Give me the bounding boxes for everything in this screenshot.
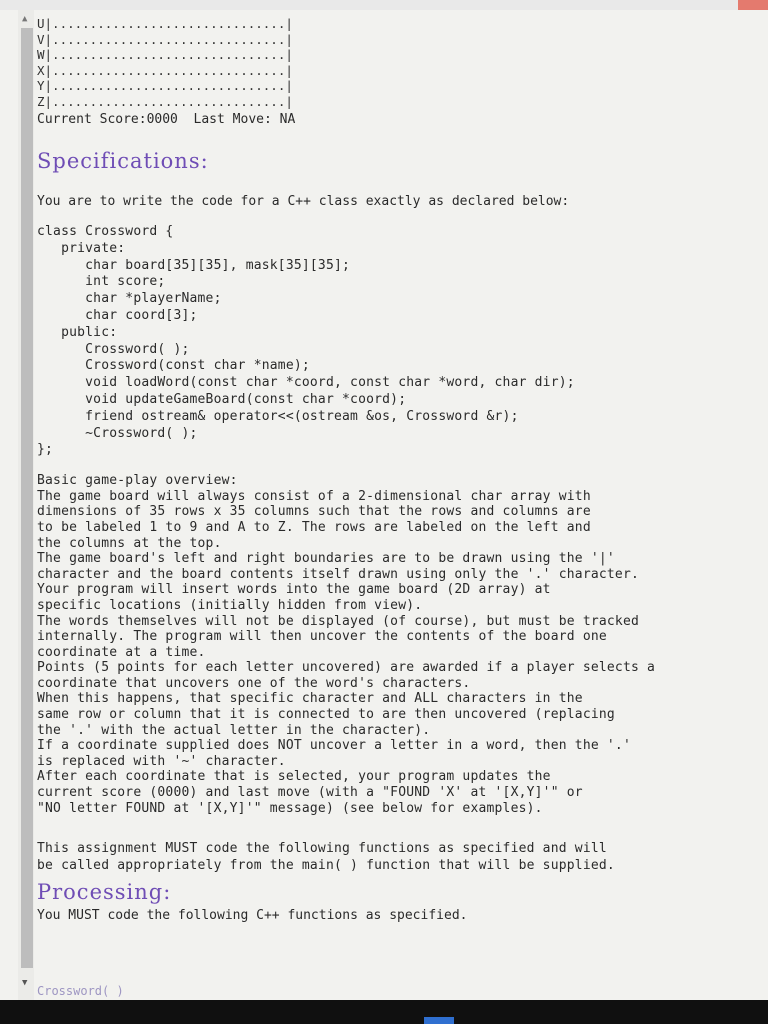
board-row: Y|...............................|	[37, 78, 293, 93]
scroll-up-arrow-icon[interactable]: ▲	[22, 14, 28, 24]
taskbar	[0, 1000, 768, 1024]
overview-line: is replaced with '~' character.	[37, 753, 286, 769]
overview-line: Your program will insert words into the game board (2D array) at	[37, 582, 551, 598]
code-line: void loadWord(const char *coord, const char *word, char dir);	[37, 375, 575, 391]
overview-line: the '.' with the actual letter in the character).	[37, 722, 431, 738]
code-line: void updateGameBoard(const char *coord);	[37, 391, 407, 407]
overview-line: dimensions of 35 rows x 35 columns such that the rows and columns are	[37, 504, 591, 520]
overview-line: When this happens, that specific character and ALL characters in the	[37, 691, 583, 707]
overview-line: The words themselves will not be displayed (of course), but must be tracked	[37, 613, 639, 629]
board-row: U|...............................|	[37, 16, 293, 31]
scrollbar-thumb[interactable]	[21, 28, 33, 968]
code-line: private:	[37, 240, 126, 256]
code-line: Crossword(const char *name);	[37, 358, 310, 374]
specifications-heading: Specifications:	[37, 149, 209, 173]
cutoff-code-line: Crossword( )	[37, 984, 124, 998]
overview-line: coordinate at a time.	[37, 644, 206, 660]
code-line: Crossword( );	[37, 341, 190, 357]
scroll-down-arrow-icon[interactable]: ▼	[22, 978, 28, 988]
overview-line: coordinate that uncovers one of the word's characters.	[37, 675, 471, 691]
overview-line: same row or column that it is connected to are then uncovered (replacing	[37, 707, 615, 723]
overview-line: After each coordinate that is selected, your program updates the	[37, 769, 551, 785]
taskbar-app-icon[interactable]	[424, 1017, 454, 1024]
overview-line: to be labeled 1 to 9 and A to Z. The rows are labeled on the left and	[37, 519, 591, 535]
class-declaration-code	[37, 224, 757, 459]
assignment-line: be called appropriately from the main( ) function that will be supplied.	[37, 858, 615, 874]
overview-line: Basic game-play overview:	[37, 473, 238, 489]
specifications-intro: You are to write the code for a C++ class exactly as declared below:	[37, 194, 570, 209]
overview-line: If a coordinate supplied does NOT uncover a letter in a word, then the '.'	[37, 738, 631, 754]
code-line: public:	[37, 324, 118, 340]
board-row: W|...............................|	[37, 47, 293, 62]
processing-text: You MUST code the following C++ functions as specified.	[37, 908, 468, 924]
code-line: ~Crossword( );	[37, 425, 198, 441]
overview-line: current score (0000) and last move (with a "FOUND 'X' at '[X,Y]'" or	[37, 785, 583, 801]
gameplay-overview	[37, 473, 757, 816]
overview-line: The game board's left and right boundaries are to be drawn using the '|'	[37, 551, 615, 567]
overview-line: the columns at the top.	[37, 535, 222, 551]
overview-line: internally. The program will then uncover the contents of the board one	[37, 629, 607, 645]
code-line: char *playerName;	[37, 291, 222, 307]
code-line: class Crossword {	[37, 224, 174, 239]
overview-line: The game board will always consist of a 2-dimensional char array with	[37, 488, 591, 504]
game-board-output	[37, 16, 757, 127]
code-line: char coord[3];	[37, 307, 198, 323]
document-viewer	[0, 10, 768, 1000]
document-content	[37, 16, 757, 923]
code-line: int score;	[37, 274, 166, 290]
overview-line: Points (5 points for each letter uncovered) are awarded if a player selects a	[37, 660, 656, 676]
assignment-line: This assignment MUST code the following functions as specified and will	[37, 841, 607, 857]
processing-heading: Processing:	[37, 880, 172, 905]
overview-line: specific locations (initially hidden from view).	[37, 597, 423, 613]
assignment-requirement	[37, 840, 757, 874]
board-row: X|...............................|	[37, 62, 293, 78]
close-button-edge[interactable]	[738, 0, 768, 10]
overview-line: character and the board contents itself drawn using only the '.' character.	[37, 566, 639, 582]
code-line: char board[35][35], mask[35][35];	[37, 257, 351, 273]
code-line: };	[37, 442, 54, 458]
board-row: V|...............................|	[37, 31, 293, 47]
score-status-line: Current Score:0000 Last Move: NA	[37, 112, 296, 127]
board-row: Z|...............................|	[37, 93, 293, 109]
overview-line: "NO letter FOUND at '[X,Y]'" message) (see below for examples).	[37, 800, 543, 816]
code-line: friend ostream& operator<<(ostream &os, Crossword &r);	[37, 408, 519, 424]
